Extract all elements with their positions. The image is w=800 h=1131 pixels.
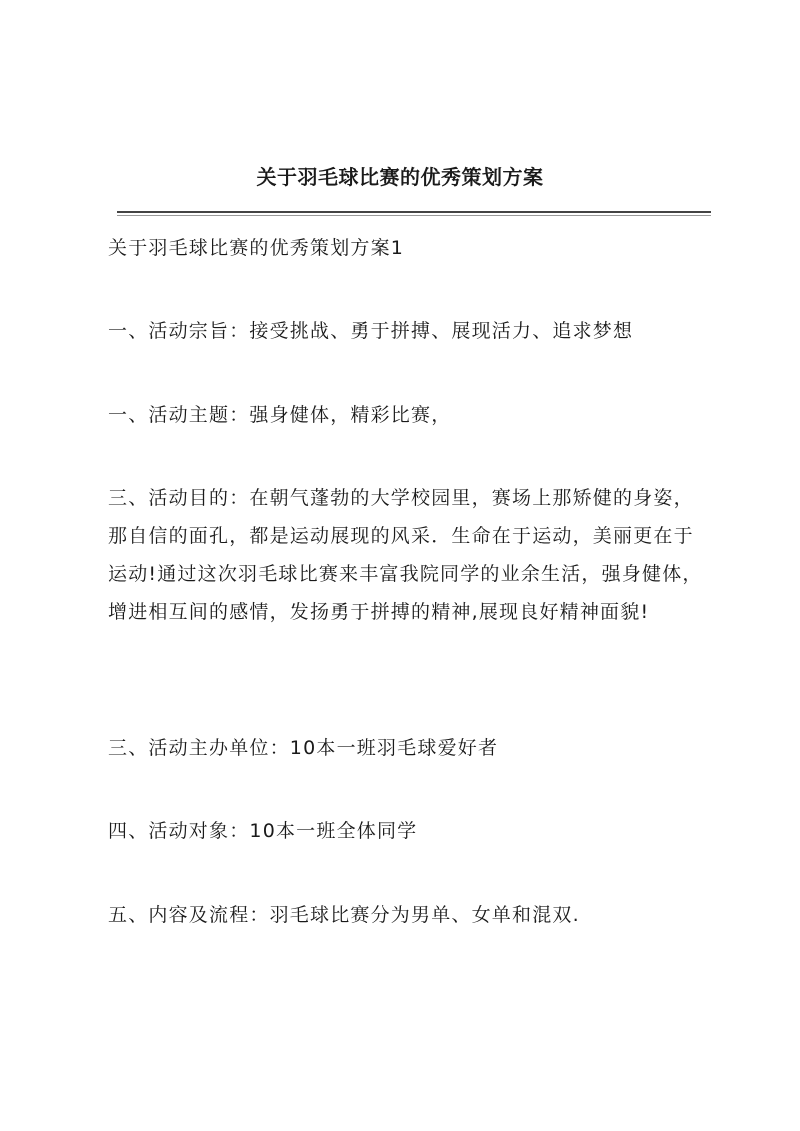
paragraph-organizer: 三、活动主办单位：10本一班羽毛球爱好者 — [108, 737, 499, 759]
title-divider-thin — [117, 215, 711, 216]
paragraph-purpose: 一、活动宗旨：接受挑战、勇于拼搏、展现活力、追求梦想 — [108, 320, 634, 342]
paragraph-content: 五、内容及流程：羽毛球比赛分为男单、女单和混双. — [108, 904, 580, 926]
paragraph-participants: 四、活动对象：10本一班全体同学 — [108, 820, 418, 842]
document-title: 关于羽毛球比赛的优秀策划方案 — [256, 165, 544, 189]
paragraph-theme: 一、活动主题：强身健体，精彩比赛， — [108, 404, 452, 426]
paragraph-goal: 三、活动目的：在朝气蓬勃的大学校园里，赛场上那矫健的身姿，那自信的面孔，都是运动展现的风采．生命在于运动，美丽更在于运动!通过这次羽毛球比赛来丰富我院同学的业余生活，强身健体，增进相互间的感情，发扬勇于拼搏的精神,展现良好精神面貌! — [108, 487, 703, 623]
title-divider — [117, 211, 711, 213]
section-heading: 关于羽毛球比赛的优秀策划方案1 — [108, 237, 405, 259]
